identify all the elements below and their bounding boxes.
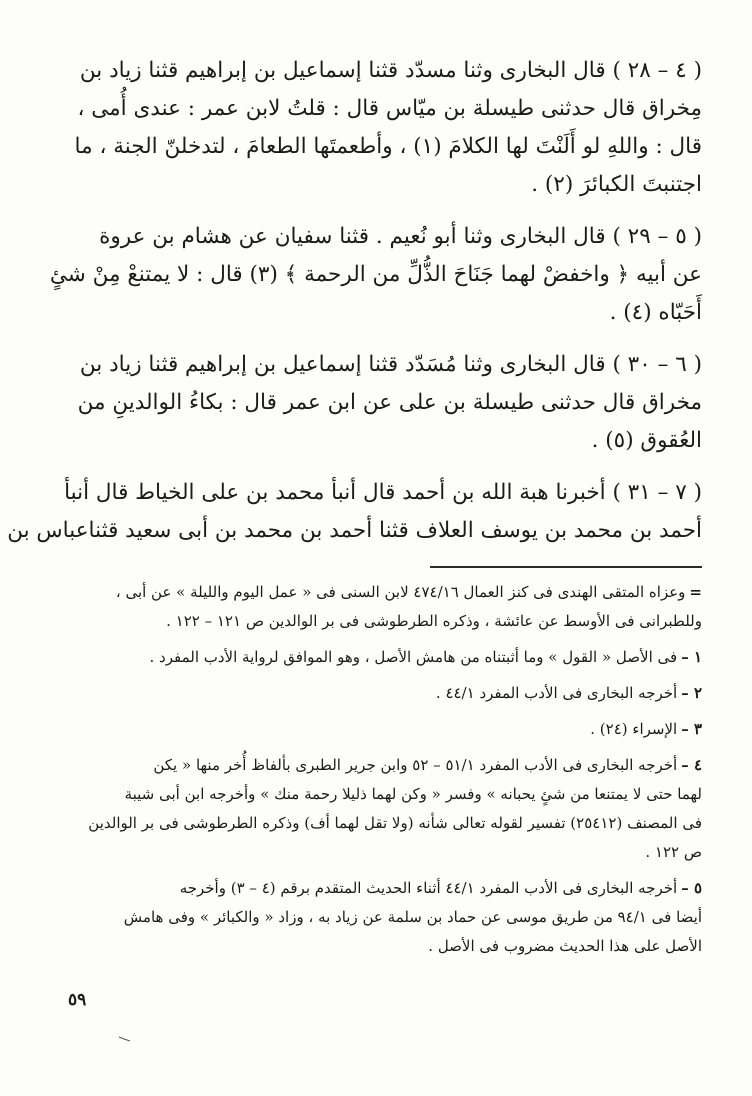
text-line: عن أبيه ﴿ واخفضْ لهما جَنَاحَ الذُّلِّ من الرحمة ﴾ (٣) قال : لا يمتنعْ مِنْ شئٍ [49,262,702,287]
footnote-line [68,679,702,708]
footnote-line [68,715,702,744]
hadith-28 [68,52,702,204]
hadith-30 [68,346,702,460]
footnote-mark: ٤ – [681,756,702,774]
footnote-mark: = [689,583,702,601]
text-line: مخراق قال حدثنى طيسلة بن على عن ابن عمر قال : بكاءُ الوالدينِ من [77,390,702,415]
footnote-line [68,578,702,607]
footnote-2 [68,679,702,708]
footnote-text: وعزاه المتقى الهندى فى كنز العمال ٤٧٤/١٦ لابن السنى فى « عمل اليوم والليلة » عن أبى ، [115,583,686,601]
footnote-text: الإسراء (٢٤) . [590,720,678,738]
text-line: أَحَبّاه (٤) . [609,300,702,325]
footnote-line: وللطبرانى فى الأوسط عن عائشة ، وذكره الطرطوشى فى بر الوالدين ص ١٢١ – ١٢٢ . [166,612,702,630]
text-line: اجتنبتَ الكبائرَ (٢) . [531,172,702,197]
footnote-line [68,874,702,903]
text-line: قال : واللهِ لو أَلَنْتَ لها الكلامَ (١) ، وأطعمتَها الطعامَ ، لتدخلنّ الجنة ، ما [74,134,702,159]
footnote-mark: ١ – [681,648,702,666]
footnote-text: فى الأصل « القول » وما أثبتناه من هامش الأصل ، وهو الموافق لرواية الأدب المفرد . [149,648,678,666]
footnote-line [68,643,702,672]
text-line: أحمد بن محمد بن يوسف العلاف قثنا أحمد بن محمد بن أبى سعيد قثناعباس بن [7,518,702,543]
text-line: ( ٦ – ٣٠ ) قال البخارى وثنا مُسَدّد قثنا إسماعيل بن إبراهيم قثنا زياد بن [79,352,702,377]
footnote-text: أخرجه البخارى فى الأدب المفرد ٤٤/١ . [435,684,678,702]
footnote-mark: ٢ – [681,684,702,702]
footnote-line [68,751,702,780]
footnote-3 [68,715,702,744]
text-line: ( ٧ – ٣١ ) أخبرنا هبة الله بن أحمد قال أنبأ محمد بن على الخياط قال أنبأ [64,480,702,505]
footnote-1 [68,643,702,672]
footnote-text: أخرجه البخارى فى الأدب المفرد ٤٤/١ أثناء الحديث المتقدم برقم (٤ – ٣) وأخرجه [179,879,678,897]
hadith-29 [49,218,702,332]
text-line: ( ٥ – ٢٩ ) قال البخارى وثنا أبو نُعيم . قثنا سفيان عن هشام بن عروة [99,224,702,249]
main-text [7,52,702,564]
footnote-line: أيضا فى ٩٤/١ من طريق موسى عن حماد بن سلمة عن زياد به ، وزاد « والكبائر » وفى هامش [123,908,702,926]
footnote-line: الأصل على هذا الحديث مضروب فى الأصل . [428,937,702,955]
footnote-line: ص ١٢٢ . [645,843,702,861]
footnote-continuation [68,578,702,636]
footnote-4 [68,751,702,867]
hadith-31 [7,474,702,550]
footnote-line: لهما حتى لا يمتنعا من شئٍ يحبانه » وفسر « وكن لهما ذليلا رحمة منك » وأخرجه ابن أبى شيبة [124,785,702,803]
footnotes [68,578,702,968]
footnote-line: فى المصنف (٢٥٤١٢) تفسير لقوله تعالى شأنه (ولا تقل لهما أف) وذكره الطرطوشى فى بر الوالدين [88,814,702,832]
footnote-text: أخرجه البخارى فى الأدب المفرد ٥١/١ – ٥٢ وابن جرير الطبرى بألفاظ أُخر منها « يكن [153,756,678,774]
footnote-divider [430,566,702,568]
page-number: ٥٩ [68,990,87,1010]
text-line: مِخراق قال حدثنى طيسلة بن ميّاس قال : قلتُ لابن عمر : عندى أُمى ، [77,96,702,121]
footnote-mark: ٥ – [681,879,702,897]
scan-speck [118,1036,132,1042]
footnote-5 [68,874,702,961]
footnote-mark: ٣ – [681,720,702,738]
text-line: ( ٤ – ٢٨ ) قال البخارى وثنا مسدّد قثنا إسماعيل بن إبراهيم قثنا زياد بن [79,58,702,83]
text-line: العُقوق (٥) . [591,428,702,453]
